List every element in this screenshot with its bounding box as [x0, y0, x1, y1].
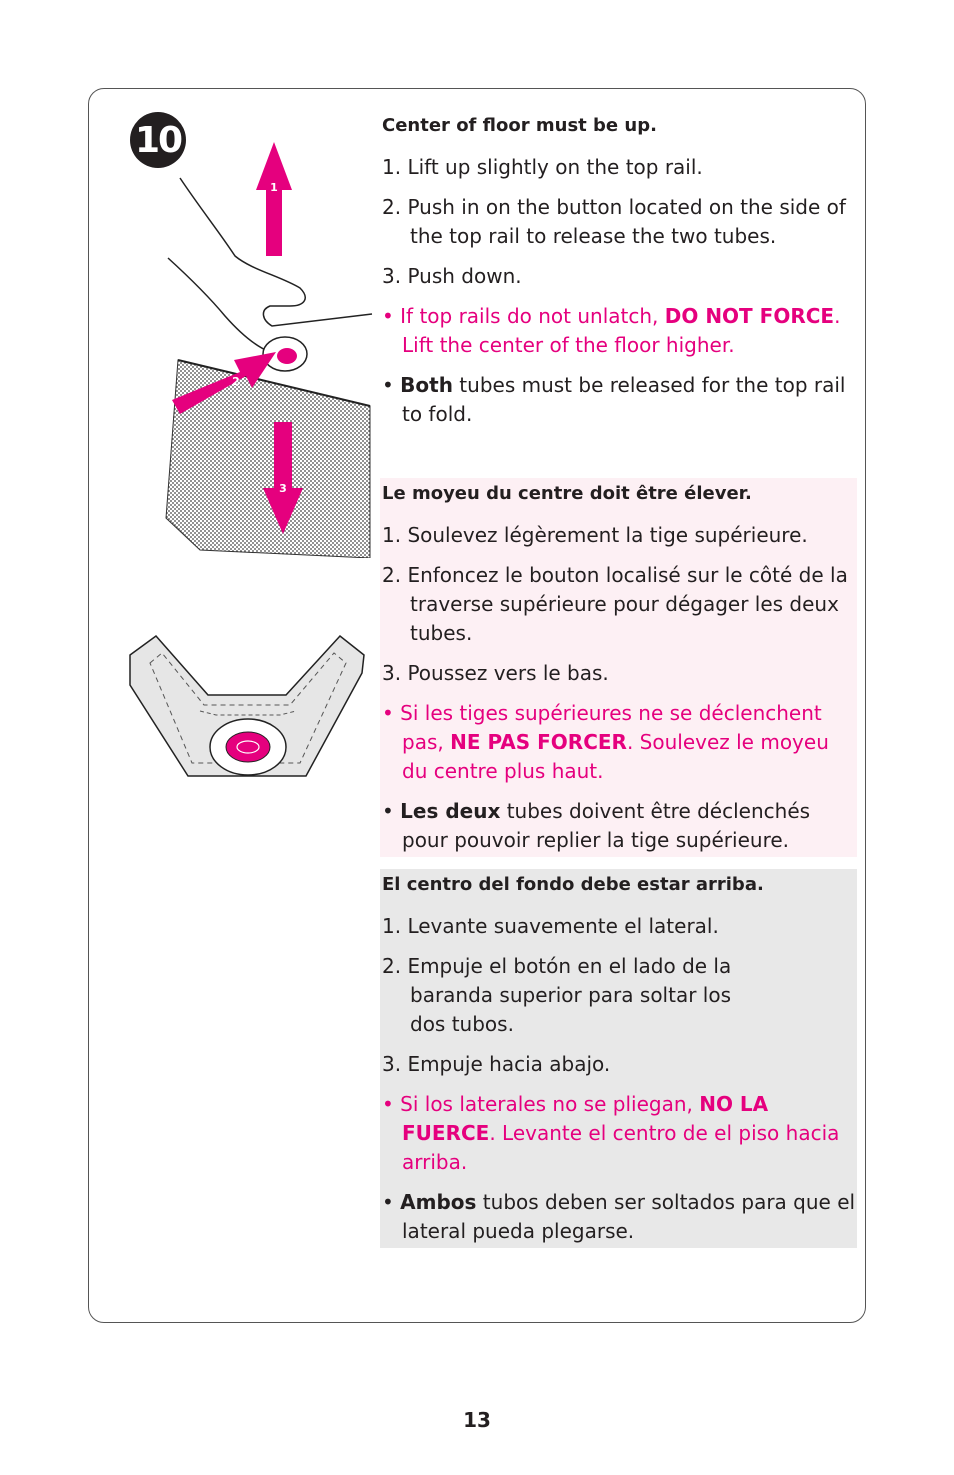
french-note: • Les deux tubes doivent être déclenchés pour pouvoir replier la tige supérieure.: [382, 799, 811, 852]
english-note: • Both tubes must be released for the top rail to fold.: [382, 373, 846, 426]
spanish-heading: El centro del fondo debe estar arriba.: [382, 874, 764, 895]
fold-illustration: [160, 138, 380, 558]
page-number: 13: [463, 1408, 491, 1432]
arrow-2-label: 2: [232, 375, 240, 388]
spanish-step-3: 3. Empuje hacia abajo.: [382, 1052, 611, 1076]
english-heading: Center of floor must be up.: [382, 115, 657, 136]
spanish-step-1: 1. Levante suavemente el lateral.: [382, 914, 719, 938]
spanish-note: • Ambos tubos deben ser soltados para que el lateral pueda plegarse.: [382, 1190, 856, 1243]
spanish-warning: • Si los laterales no se pliegan, NO LA FUERCE. Levante el centro de el piso hacia arriba.: [382, 1092, 840, 1174]
floor-hub-illustration: [128, 633, 368, 783]
english-step-1: 1. Lift up slightly on the top rail.: [382, 155, 703, 179]
english-step-2: 2. Push in on the button located on the side of the top rail to release the two tubes.: [382, 195, 846, 248]
french-instructions: [380, 478, 857, 857]
french-warning: • Si les tiges supérieures ne se déclenchent pas, NE PAS FORCER. Soulevez le moyeu du centre plus haut.: [382, 701, 829, 783]
english-warning: • If top rails do not unlatch, DO NOT FORCE. Lift the center of the floor higher.: [382, 304, 841, 357]
english-step-3: 3. Push down.: [382, 264, 522, 288]
french-step-1: 1. Soulevez légèrement la tige supérieure.: [382, 523, 808, 547]
spanish-instructions: [380, 869, 857, 1248]
arrow-1-label: 1: [270, 181, 278, 194]
french-heading: Le moyeu du centre doit être élever.: [382, 483, 752, 504]
french-step-2: 2. Enfoncez le bouton localisé sur le côté de la traverse supérieure pour dégager les deux tubes.: [382, 563, 848, 645]
step-number-badge: 10: [130, 112, 186, 168]
english-instructions: [380, 110, 857, 429]
arrow-1-icon: [256, 142, 292, 256]
spanish-step-2: 2. Empuje el botón en el lado de la baranda superior para soltar los dos tubos.: [382, 954, 732, 1036]
french-step-3: 3. Poussez vers le bas.: [382, 661, 609, 685]
arrow-3-label: 3: [279, 482, 287, 495]
